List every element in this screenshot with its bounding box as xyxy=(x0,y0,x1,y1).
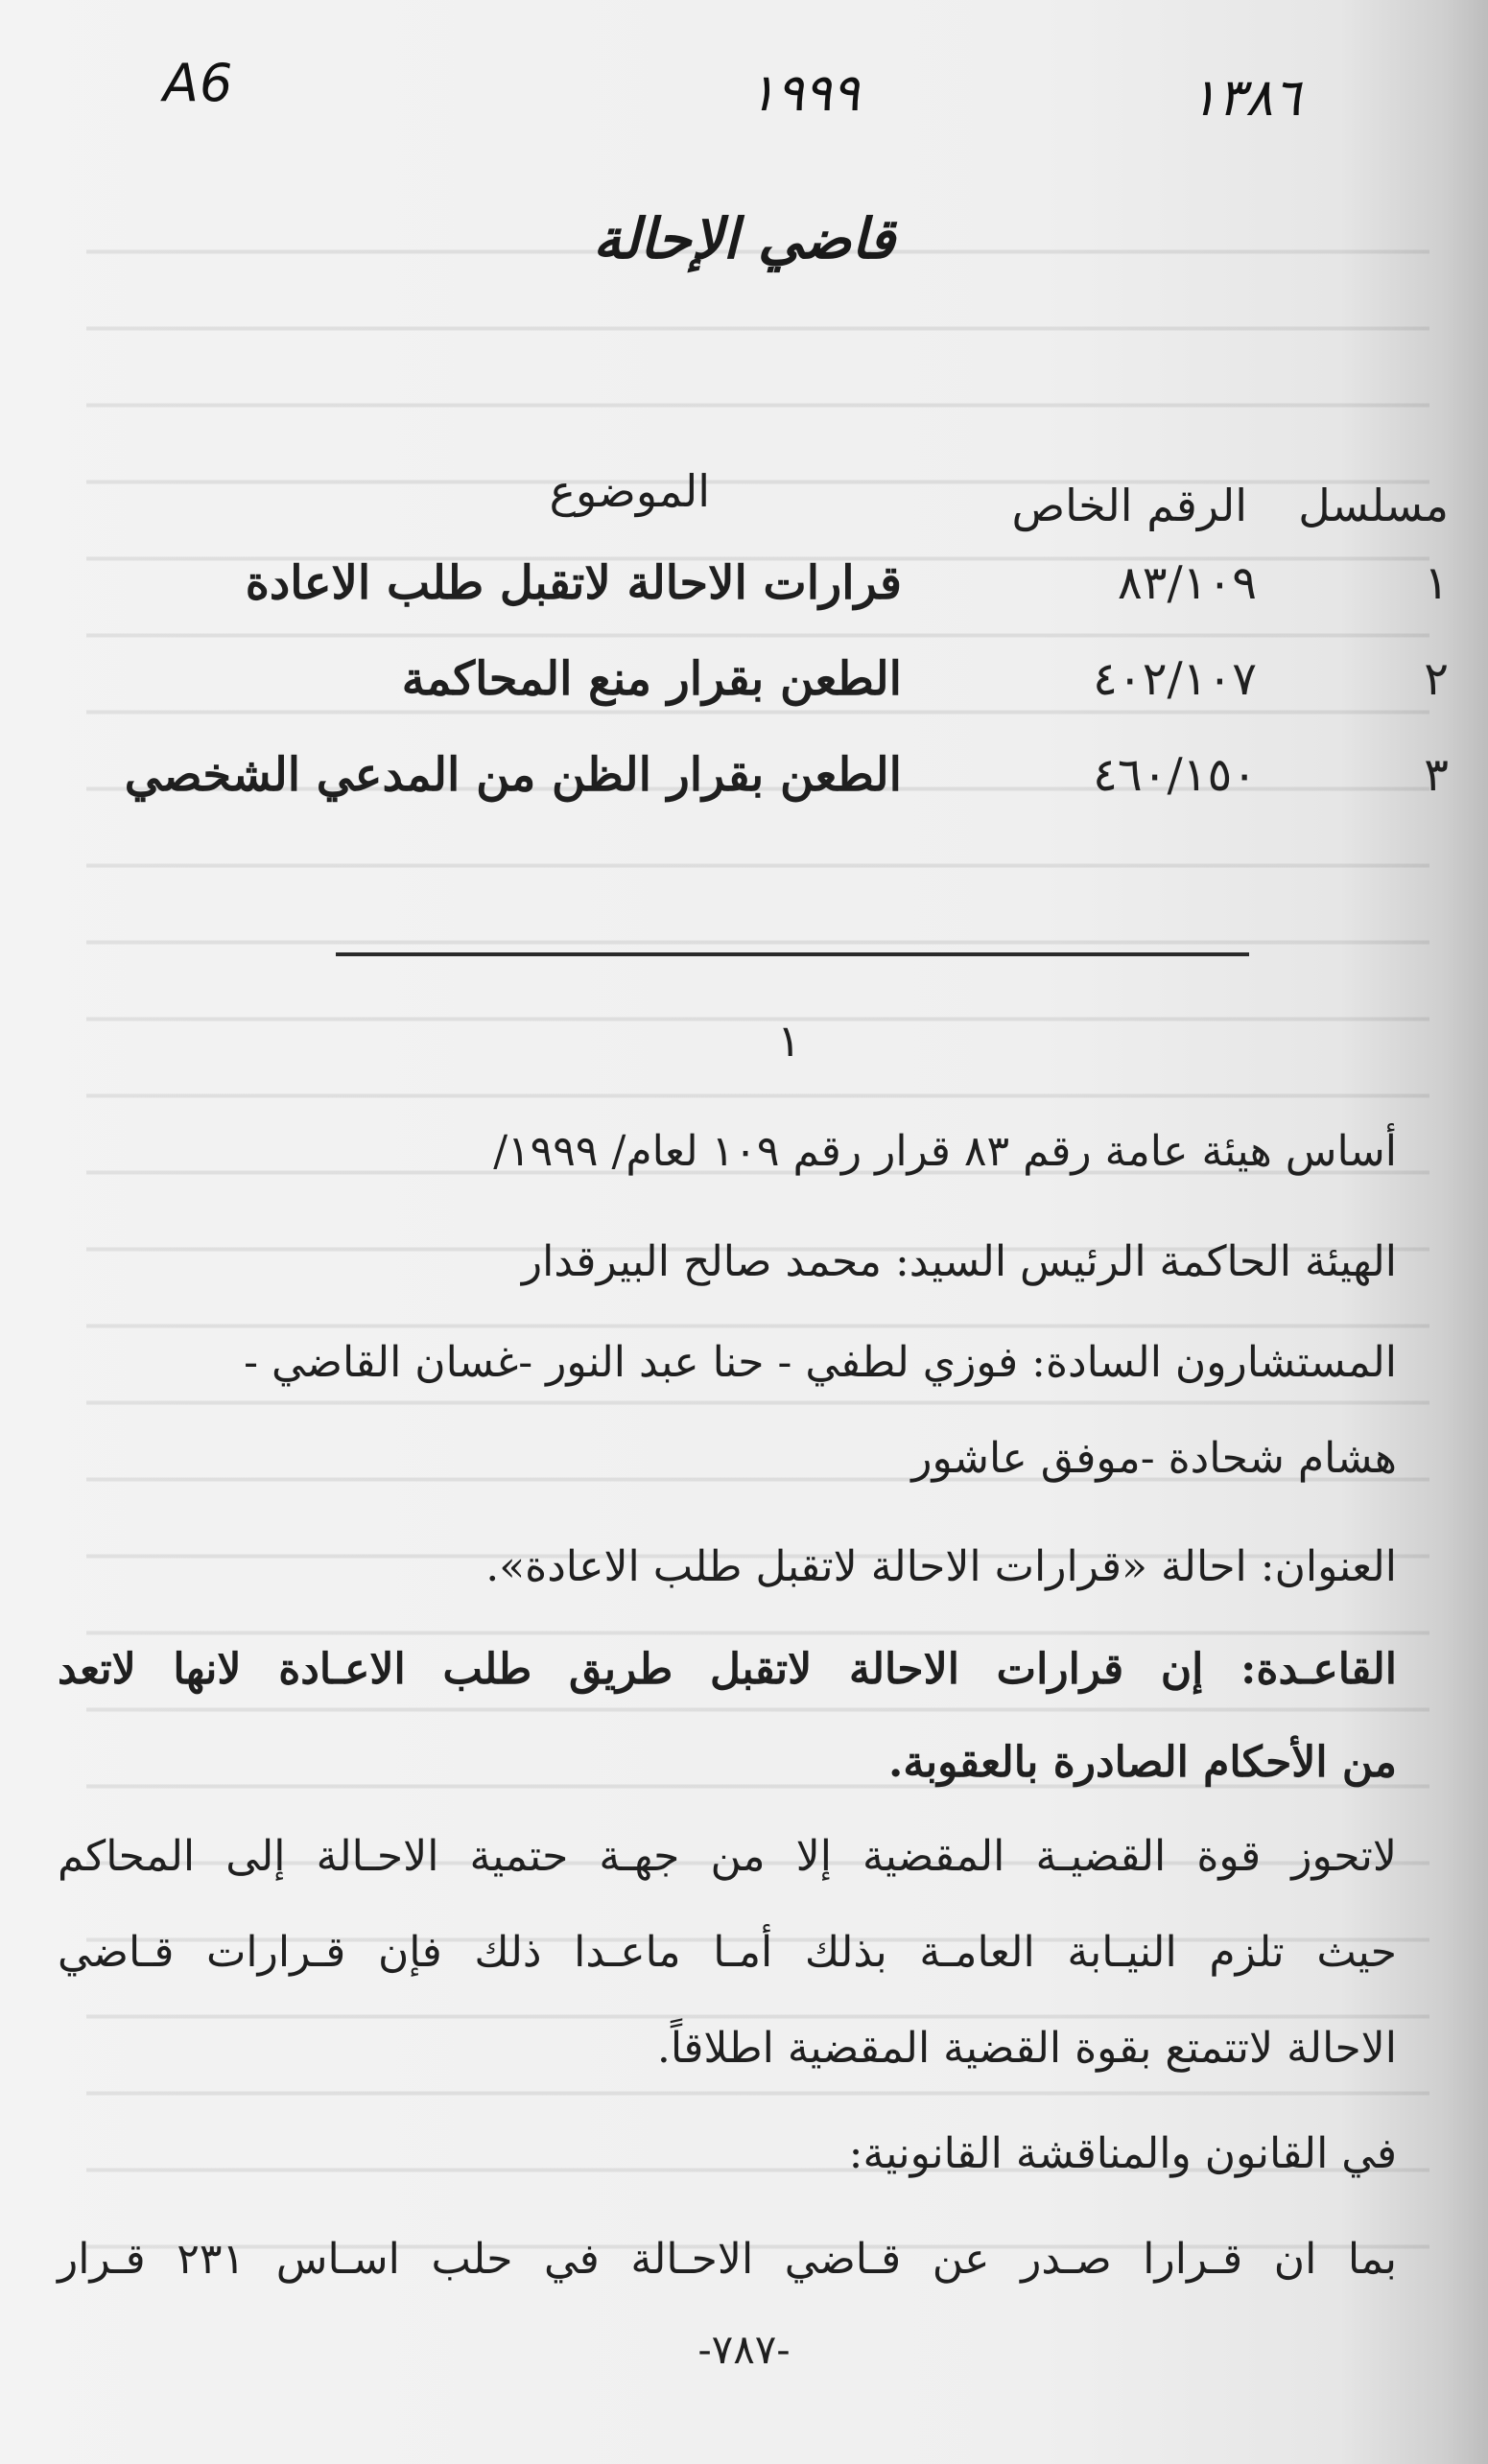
table-row xyxy=(115,652,1449,739)
handwritten-note-left: A6 xyxy=(163,53,234,113)
row-subject: الطعن بقرار منع المحاكمة xyxy=(401,652,902,706)
index-table xyxy=(115,465,1449,830)
body-paragraph-line: حيث تلزم النيـابة العامـة بذلك أمـا ماعـدا ذلك فإن قـرارات قـاضي xyxy=(58,1928,1397,1977)
row-number: ٨٣/١٠٩ xyxy=(1117,556,1257,610)
row-serial: ٣ xyxy=(1424,748,1449,802)
header-subject: الموضوع xyxy=(549,465,710,517)
case-reference-line: أساس هيئة عامة رقم ٨٣ قرار رقم ١٠٩ لعام/ ١٩٩٩/ xyxy=(493,1127,1397,1176)
header-serial: مسلسل xyxy=(1298,480,1449,531)
table-row xyxy=(115,748,1449,834)
table-row xyxy=(115,556,1449,643)
section-divider xyxy=(336,952,1249,956)
body-paragraph-line: لاتحوز قوة القضيـة المقضية إلا من جهـة حتمية الاحـالة إلى المحاكم xyxy=(58,1832,1397,1881)
handwritten-note-number: ١٣٨٦ xyxy=(1190,67,1302,128)
header-number: الرقم الخاص xyxy=(1011,480,1247,531)
row-subject: الطعن بقرار الظن من المدعي الشخصي xyxy=(124,748,902,802)
page-number: -٧٨٧- xyxy=(697,2326,791,2373)
row-subject: قرارات الاحالة لاتقبل طلب الاعادة xyxy=(245,556,902,610)
row-number: ٤٦٠/١٥٠ xyxy=(1093,748,1257,802)
presiding-judge-line: الهيئة الحاكمة الرئيس السيد: محمد صالح البيرقدار xyxy=(521,1237,1397,1286)
body-paragraph-line: الاحالة لاتتمتع بقوة القضية المقضية اطلاقاً. xyxy=(656,2024,1397,2073)
row-number: ٤٠٢/١٠٧ xyxy=(1093,652,1257,706)
body-paragraph-line: بما ان قـرارا صـدر عن قـاضي الاحـالة في حلب اسـاس ٢٣١ قـرار xyxy=(58,2235,1397,2284)
row-serial: ٢ xyxy=(1424,652,1449,706)
handwritten-note-year: ١٩٩٩ xyxy=(748,62,861,123)
legal-discussion-heading: في القانون والمناقشة القانونية: xyxy=(848,2129,1397,2178)
rule-line-continued: من الأحكام الصادرة بالعقوبة. xyxy=(888,1738,1397,1787)
page-title: قاضي الإحالة xyxy=(593,206,895,271)
title-line: العنوان: احالة «قرارات الاحالة لاتقبل طلب الاعادة». xyxy=(485,1542,1397,1591)
rule-line: القاعـدة: إن قرارات الاحالة لاتقبل طريق طلب الاعـادة لانها لاتعد xyxy=(58,1645,1397,1694)
section-number: ١ xyxy=(777,1015,801,1067)
counselors-line: المستشارون السادة: فوزي لطفي - حنا عبد النور -غسان القاضي - xyxy=(244,1338,1397,1387)
row-serial: ١ xyxy=(1424,556,1449,610)
counselors-line-continued: هشام شحادة -موفق عاشور xyxy=(911,1434,1397,1483)
